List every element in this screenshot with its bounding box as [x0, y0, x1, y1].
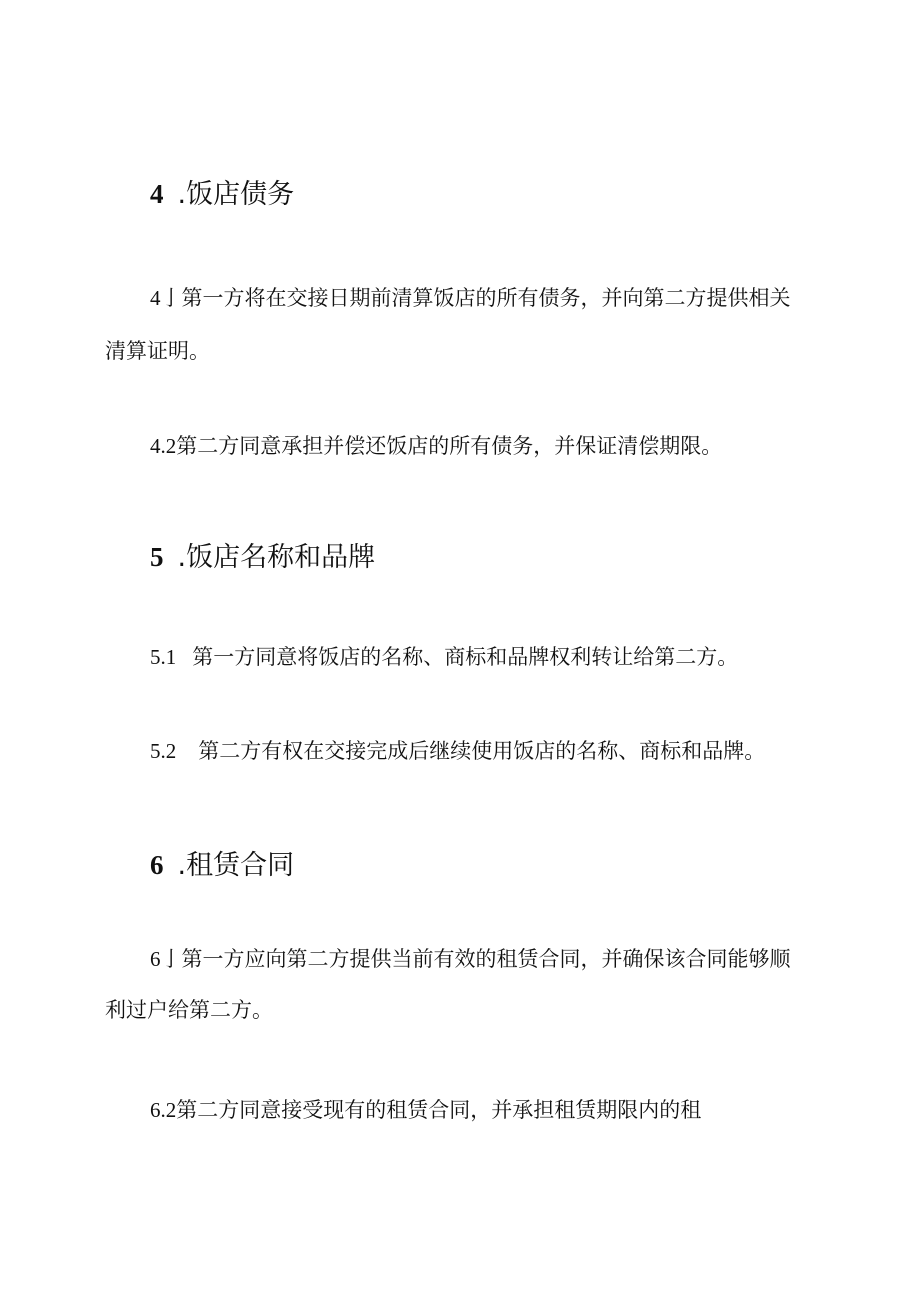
- section-number: 4: [150, 179, 164, 209]
- section-number: 6: [150, 850, 164, 880]
- section-heading-5: [150, 535, 375, 574]
- clause-text-line: 第一方将在交接日期前清算饭店的所有债务，并向第二方提供相关: [181, 286, 791, 310]
- clause-text-line: 第一方同意将饭店的名称、商标和品牌权利转让给第二方。: [192, 645, 739, 669]
- section-number: 5: [150, 542, 164, 572]
- clause-text-line: 第二方同意承担并偿还饭店的所有债务，并保证清偿期限。: [176, 434, 723, 458]
- clause-text-line: 第二方同意接受现有的租赁合同，并承担租赁期限内的租: [176, 1098, 702, 1122]
- section-heading-4: [150, 172, 294, 211]
- clause-number: 6亅: [150, 947, 182, 971]
- clause-6-1-continuation: [105, 984, 273, 1037]
- clause-text-line: 利过户给第二方。: [105, 998, 273, 1022]
- section-title: .饭店名称和品牌: [177, 542, 376, 573]
- clause-number: 4.2: [150, 434, 177, 458]
- clause-text-line: 清算证明。: [105, 339, 210, 363]
- clause-text-line: 第一方应向第二方提供当前有效的租赁合同，并确保该合同能够顺: [181, 947, 791, 971]
- clause-4-1: [150, 272, 791, 325]
- clause-5-1: [150, 631, 738, 684]
- clause-4-2: [150, 420, 722, 473]
- clause-number: 6.2: [150, 1098, 177, 1122]
- clause-number: 4亅: [150, 286, 182, 310]
- clause-6-1: [150, 933, 791, 986]
- clause-number: 5.1: [150, 645, 177, 669]
- clause-text-line: 第二方有权在交接完成后继续使用饭店的名称、商标和品牌。: [198, 739, 766, 763]
- clause-6-2: [150, 1084, 701, 1137]
- clause-4-1-continuation: [105, 325, 210, 378]
- clause-number: 5.2: [150, 739, 177, 763]
- section-title: .饭店债务: [177, 179, 295, 210]
- section-title: .租赁合同: [177, 850, 295, 881]
- clause-5-2: [150, 725, 765, 778]
- section-heading-6: [150, 843, 294, 882]
